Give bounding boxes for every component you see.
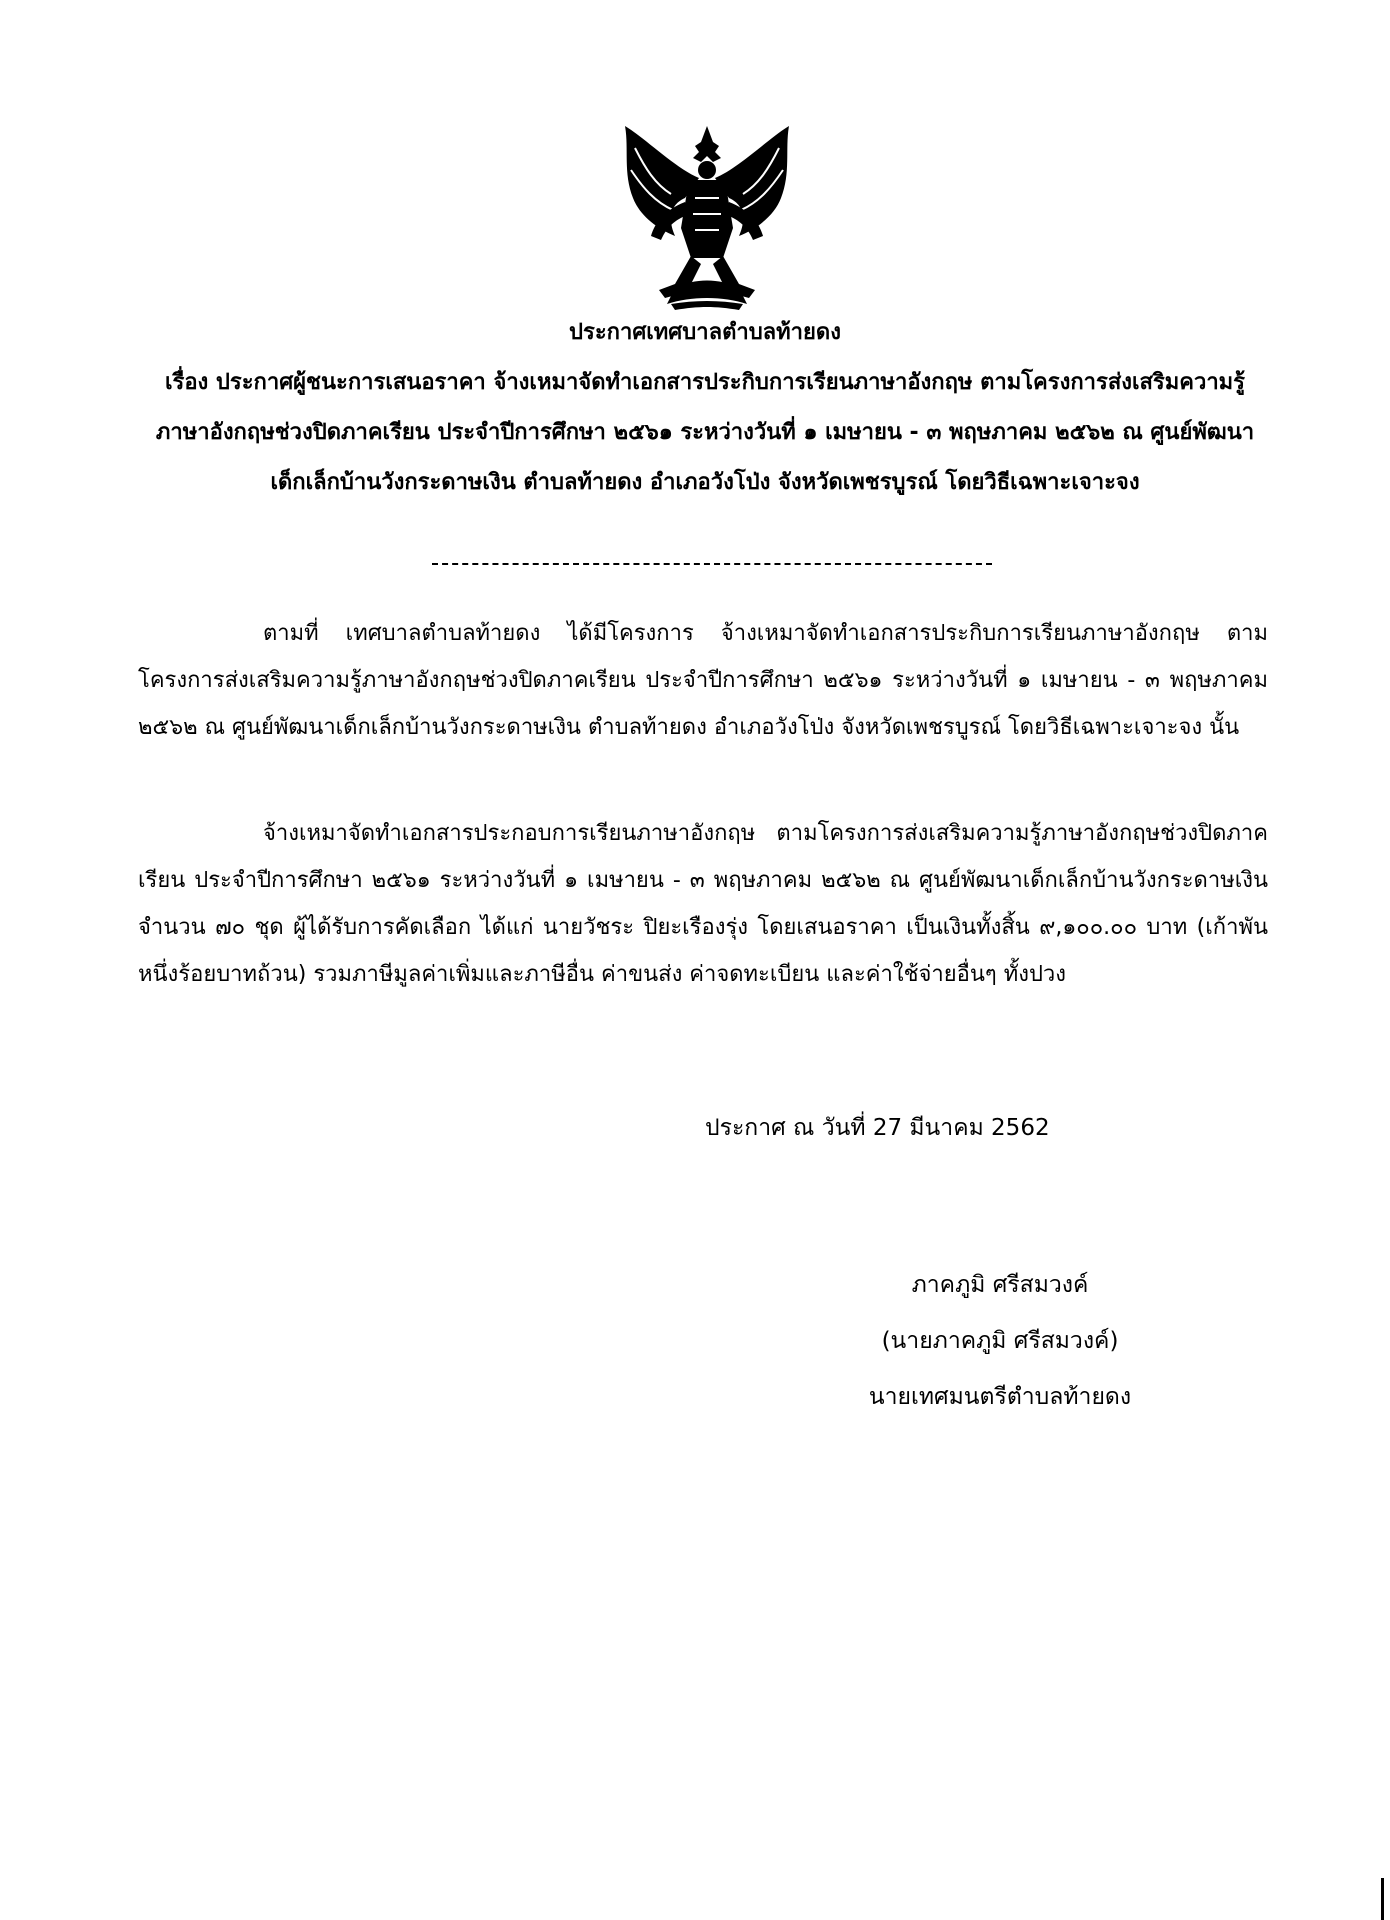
announcement-title: ประกาศเทศบาลตำบลท้ายดง <box>569 320 841 345</box>
announcement-subject: เรื่อง ประกาศผู้ชนะการเสนอราคา จ้างเหมาจัดทำเอกสารประกิบการเรียนภาษาอังกฤษ ตามโครงการส่งเสริมความรู้ภาษาอังกฤษช่วงปิดภาคเรียน ประจำปีการศึกษา ๒๕๖๑ ระหว่างวันที่ ๑ เมษายน - ๓ พฤษภาคม ๒๕๖๒ ณ ศูนย์พัฒนาเด็กเล็กบ้านวังกระดาษเงิน ตำบลท้ายดง อำเภอวังโป่ง จังหวัดเพชรบูรณ์ โดยวิธีเฉพาะเจาะจง <box>155 370 1255 495</box>
signature-full-name: (นายภาคภูมิ ศรีสมวงค์) <box>881 1328 1119 1354</box>
announcement-date: ประกาศ ณ วันที่ 27 มีนาคม 2562 <box>705 1115 1050 1141</box>
separator-dashes <box>432 563 992 565</box>
body-paragraph-1: ตามที่ เทศบาลตำบลท้ายดง ได้มีโครงการ จ้างเหมาจัดทำเอกสารประกิบการเรียนภาษาอังกฤษ ตามโครงการส่งเสริมความรู้ภาษาอังกฤษช่วงปิดภาคเรียน ประจำปีการศึกษา ๒๕๖๑ ระหว่างวันที่ ๑ เมษายน - ๓ พฤษภาคม ๒๕๖๒ ณ ศูนย์พัฒนาเด็กเล็กบ้านวังกระดาษเงิน ตำบลท้ายดง อำเภอวังโป่ง จังหวัดเพชรบูรณ์ โดยวิธีเฉพาะเจาะจง นั้น <box>138 621 1268 740</box>
signature-name: ภาคภูมิ ศรีสมวงค์ <box>911 1272 1089 1298</box>
scan-edge-mark <box>1381 1878 1384 1920</box>
body-paragraph-2: จ้างเหมาจัดทำเอกสารประกอบการเรียนภาษาอังกฤษ ตามโครงการส่งเสริมความรู้ภาษาอังกฤษช่วงปิดภาคเรียน ประจำปีการศึกษา ๒๕๖๑ ระหว่างวันที่ ๑ เมษายน - ๓ พฤษภาคม ๒๕๖๒ ณ ศูนย์พัฒนาเด็กเล็กบ้านวังกระดาษเงิน จำนวน ๗๐ ชุด ผู้ได้รับการคัดเลือก ได้แก่ นายวัชระ ปิยะเรืองรุ่ง โดยเสนอราคา เป็นเงินทั้งสิ้น ๙,๑๐๐.๐๐ บาท (เก้าพันหนึ่งร้อยบาทถ้วน) รวมภาษีมูลค่าเพิ่มและภาษีอื่น ค่าขนส่ง ค่าจดทะเบียน และค่าใช้จ่ายอื่นๆ ทั้งปวง <box>138 821 1268 987</box>
signature-position: นายเทศมนตรีตำบลท้ายดง <box>868 1384 1132 1410</box>
garuda-emblem-icon <box>615 118 800 313</box>
